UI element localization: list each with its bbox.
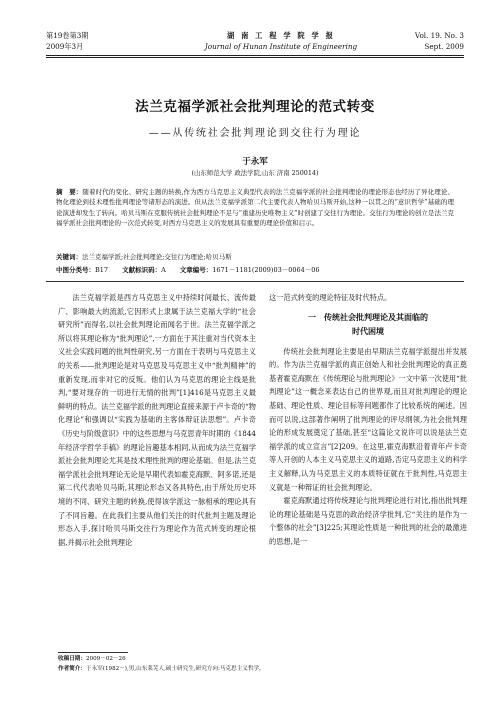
section-heading-line1: 一 传统社会批判理论及其面临的: [308, 312, 428, 322]
journal-name-cn: 湖 南 工 程 学 院 学 报: [226, 31, 336, 40]
classification-line: [56, 265, 454, 275]
body-paragraph: 法兰克福学派是西方马克思主义中持续时间最长、流传最广、影响最大的流派,它因形式上隶属于法兰克福大学的“社会研究所”而得名,以社会批判理论而闻名于世。法兰克福学派之所以将其理论称为“批判理论”,一方面在于其注重对当代资本主义社会实践问题的批判性研究,另一方面在于表明与马克思主义的关系——批判理论是对马克思及马克思主义中“批判精神”的重新发现,而非对它的反叛。他们认为马克思的理论主线是批判,“要对现存的一切进行无情的批判”[1]416是马克思主义最鲜明的特点。法兰克福学派的批判理论直接来源于卢卡奇的“物化理论”和强调以“实践为基础的主客体辩证法思想”。卢卡奇《历史与阶级意识》中的这些思想与马克思青年时期的《1844年经济学哲学手稿》的理论旨趣基本相同,从而成为法兰克福学派社会批判理论尤其是技术理性批判的理论基础。但是,法兰克福学派社会批判理论无论是早期代表如霍克海默、阿多诺,还是第二代代表哈贝马斯,其理论形态又各具特色,由于所处历史环境的不同、研究主题的转换,使得该学派这一脉相承的理论具有了不同旨趣。在此我们主要从他们关注的时代批判主题及理论形态入手,探讨哈贝马斯交往行为理论作为范式转变的理论根据,并揭示社会批判理论: [58, 293, 256, 547]
abstract-divider: [46, 281, 464, 282]
body-paragraph-continued: 这一范式转变的理论特征及时代特点。: [269, 293, 392, 302]
abstract-text: 随着时代的变化、研究主题的转换,作为西方马克思主义典型代表的法兰克福学派的社会批判理论的理论形态也经历了异化理论、物化理论到技术理性批判理论等诸形态的演进。但从法兰克福学派第二代主要代表人物哈贝马斯开始,这种一以贯之的“意识哲学”基础的理论演进却发生了转向。哈贝马斯在克服传统社会批判理论不足与“重建历史唯物主义”时创建了交往行为理论。交往行为理论的创立是法兰克福学派社会批判理论的一次范式转变,对西方马克思主义的发展具有重要的理论价值和启示。: [56, 188, 454, 228]
issue-info: [46, 30, 156, 52]
volume-label-en: Vol. 19. No. 3: [414, 31, 464, 40]
keywords-text: 法兰克福学派;社会批判理论;交往行为理论;哈贝马斯: [82, 253, 232, 261]
issue-info-en: [354, 30, 464, 52]
author-bio: [58, 665, 464, 675]
abstract: [56, 187, 454, 229]
received-value: 2009－02－26: [85, 656, 126, 662]
clc-label: 中图分类号：: [56, 266, 95, 274]
header-rule-thin: [46, 57, 464, 58]
volume-label: 第19卷第3期: [46, 31, 89, 40]
section-heading: [269, 311, 467, 339]
journal-name-en: Journal of Hunan Institute of Engineering: [204, 42, 358, 51]
received-label: 收稿日期：: [58, 656, 86, 662]
body-right-column: [269, 291, 467, 549]
abstract-label: 摘 要：: [56, 188, 83, 196]
date-label-en: Sept. 2009: [424, 42, 464, 51]
article-id-label: 文章编号：: [179, 266, 213, 274]
keywords-label: 关键词：: [56, 253, 82, 261]
keywords: [56, 252, 454, 262]
body-left-column: [58, 291, 256, 549]
author-affiliation: (山东师范大学 政法学院,山东 济南 250014): [191, 169, 319, 177]
doc-code-value: A: [161, 266, 166, 274]
clc-value: B17: [95, 266, 109, 274]
author-name: 于永军: [242, 157, 268, 167]
date-label: 2009年3月: [46, 42, 84, 51]
article-id-value: 1671－1181(2009)03－0064－06: [212, 266, 320, 274]
author-bio-label: 作者简介：: [58, 665, 86, 672]
footnote-rule: [58, 652, 128, 653]
section-heading-line2: 时代困境: [352, 326, 384, 336]
header-rule-thick: [46, 55, 464, 56]
author-bio-text: 于永军(1982－),男,山东莱芜人,硕士研究生,研究方向:马克思主义哲学。: [85, 665, 265, 672]
footnote: [58, 655, 464, 674]
body-paragraph: 传统社会批判理论主要是由早期法兰克福学派提出并发展的。作为法兰克福学派的真正创始人和社会批判理论的真正奠基者霍克海默在《传统理论与批判理论》一文中第一次使用“批判理论”这一概念来表达自己的世界观,而且对批判理论的理论基础、理论性质、理论目标等问题都作了比较系统的阐述。因而可以说,这部著作阐明了批判理论的评尽纲领,为社会批判理论的形成发展奠定了基础,甚至“这篇论文说许可以说是法兰克福学派的成立宣言”[2]209。在这里,霍克海默沿着青年卢卡奇等人开创的人本主义马克思主义的道路,否定马克思主义的科学主义解释,认为马克思主义的本质特征就在于批判性,马克思主义就是一种辩证的社会批判理论。: [269, 346, 467, 492]
body-paragraph: 霍克海默通过将传统理论与批判理论进行对比,指出批判理论的理论基础是马克思的政治经济学批判,它“关注的是作为一个整体的社会”[3]225;其理论性质是一种批判的社会的最激进的思想,是一: [269, 496, 467, 546]
doc-code-label: 文献标识码：: [122, 266, 162, 274]
article-title: 法兰克福学派社会批判理论的范式转变: [135, 99, 375, 115]
article-subtitle: ——从传统社会批判理论到交往行为理论: [148, 128, 362, 139]
received-date: [58, 655, 464, 665]
